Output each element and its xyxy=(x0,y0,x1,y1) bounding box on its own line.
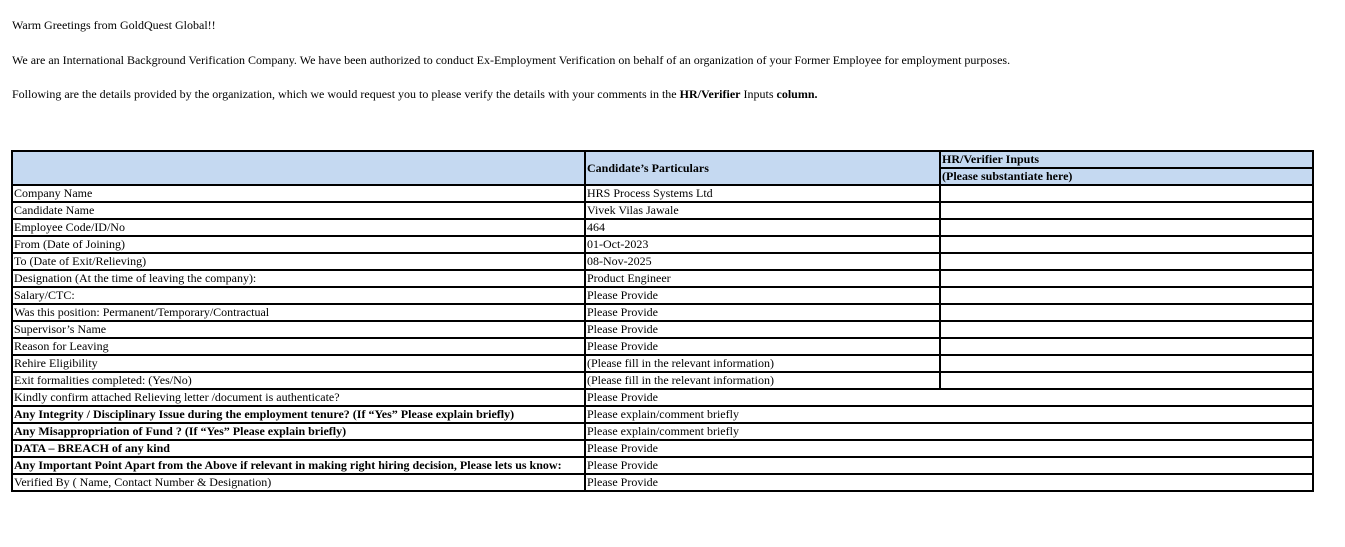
row-label: Rehire Eligibility xyxy=(12,355,585,372)
verifier-input-cell[interactable] xyxy=(940,236,1313,253)
table-row xyxy=(12,406,1313,423)
row-value: Please Provide xyxy=(585,321,940,338)
verification-table xyxy=(11,150,1314,492)
row-value: 08-Nov-2025 xyxy=(585,253,940,270)
header-substantiate: (Please substantiate here) xyxy=(940,168,1313,185)
table-row xyxy=(12,457,1313,474)
row-value: 464 xyxy=(585,219,940,236)
verifier-input-cell[interactable] xyxy=(940,270,1313,287)
row-label: Verified By ( Name, Contact Number & Designation) xyxy=(12,474,585,491)
table-row xyxy=(12,253,1313,270)
verifier-input-cell[interactable] xyxy=(940,287,1313,304)
instruction-bold-column: column. xyxy=(776,87,818,101)
instruction-bold-hr: HR/Verifier xyxy=(679,87,741,101)
row-label: DATA – BREACH of any kind xyxy=(12,440,585,457)
table-row xyxy=(12,236,1313,253)
row-label: Reason for Leaving xyxy=(12,338,585,355)
row-value: Please Provide xyxy=(585,457,1313,474)
table-row xyxy=(12,321,1313,338)
row-label: Designation (At the time of leaving the company): xyxy=(12,270,585,287)
row-value: Please Provide xyxy=(585,287,940,304)
table-row xyxy=(12,202,1313,219)
row-label: Any Integrity / Disciplinary Issue during the employment tenure? (If “Yes” Please explain briefly) xyxy=(12,406,585,423)
header-verifier-inputs: HR/Verifier Inputs xyxy=(940,151,1313,168)
verifier-input-cell[interactable] xyxy=(940,304,1313,321)
table-row xyxy=(12,304,1313,321)
row-value: 01-Oct-2023 xyxy=(585,236,940,253)
table-row xyxy=(12,372,1313,389)
verifier-input-cell[interactable] xyxy=(940,202,1313,219)
row-label: Was this position: Permanent/Temporary/Contractual xyxy=(12,304,585,321)
row-value: Please explain/comment briefly xyxy=(585,423,1313,440)
row-value: Please explain/comment briefly xyxy=(585,406,1313,423)
verifier-input-cell[interactable] xyxy=(940,355,1313,372)
row-label: Supervisor’s Name xyxy=(12,321,585,338)
row-label: Candidate Name xyxy=(12,202,585,219)
table-row xyxy=(12,270,1313,287)
verifier-input-cell[interactable] xyxy=(940,185,1313,202)
description-text: We are an International Background Verification Company. We have been authorized to conduct Ex-Employment Verification on behalf of an organization of your Former Employee for employment purposes. xyxy=(12,53,1011,67)
row-value: Please Provide xyxy=(585,440,1313,457)
row-value: Please Provide xyxy=(585,474,1313,491)
row-label: Employee Code/ID/No xyxy=(12,219,585,236)
table-row xyxy=(12,338,1313,355)
table-row xyxy=(12,389,1313,406)
instruction-prefix: Following are the details provided by the organization, which we would request you to please verify the details with your comments in the xyxy=(12,87,680,101)
row-value: (Please fill in the relevant information) xyxy=(585,372,940,389)
table-row xyxy=(12,423,1313,440)
header-blank-cell xyxy=(12,151,585,185)
row-label: To (Date of Exit/Relieving) xyxy=(12,253,585,270)
greeting-text: Warm Greetings from GoldQuest Global!! xyxy=(12,18,216,32)
table-row xyxy=(12,219,1313,236)
instruction-mid: Inputs xyxy=(740,87,777,101)
table-row xyxy=(12,474,1313,491)
row-label: Kindly confirm attached Relieving letter /document is authenticate? xyxy=(12,389,585,406)
header-particulars: Candidate’s Particulars xyxy=(585,151,940,185)
row-label: Salary/CTC: xyxy=(12,287,585,304)
verifier-input-cell[interactable] xyxy=(940,321,1313,338)
verifier-input-cell[interactable] xyxy=(940,372,1313,389)
verifier-input-cell[interactable] xyxy=(940,253,1313,270)
row-value: Product Engineer xyxy=(585,270,940,287)
row-value: Please Provide xyxy=(585,338,940,355)
row-value: Please Provide xyxy=(585,304,940,321)
table-row xyxy=(12,287,1313,304)
row-label: From (Date of Joining) xyxy=(12,236,585,253)
verifier-input-cell[interactable] xyxy=(940,219,1313,236)
verifier-input-cell[interactable] xyxy=(940,338,1313,355)
table-row xyxy=(12,185,1313,202)
instruction-text xyxy=(12,86,818,102)
table-row xyxy=(12,440,1313,457)
row-label: Exit formalities completed: (Yes/No) xyxy=(12,372,585,389)
row-value: (Please fill in the relevant information) xyxy=(585,355,940,372)
row-value: Please Provide xyxy=(585,389,1313,406)
table-row xyxy=(12,355,1313,372)
row-value: Vivek Vilas Jawale xyxy=(585,202,940,219)
row-value: HRS Process Systems Ltd xyxy=(585,185,940,202)
row-label: Company Name xyxy=(12,185,585,202)
row-label: Any Important Point Apart from the Above if relevant in making right hiring decision, Please lets us know: xyxy=(12,457,585,474)
row-label: Any Misappropriation of Fund ? (If “Yes” Please explain briefly) xyxy=(12,423,585,440)
